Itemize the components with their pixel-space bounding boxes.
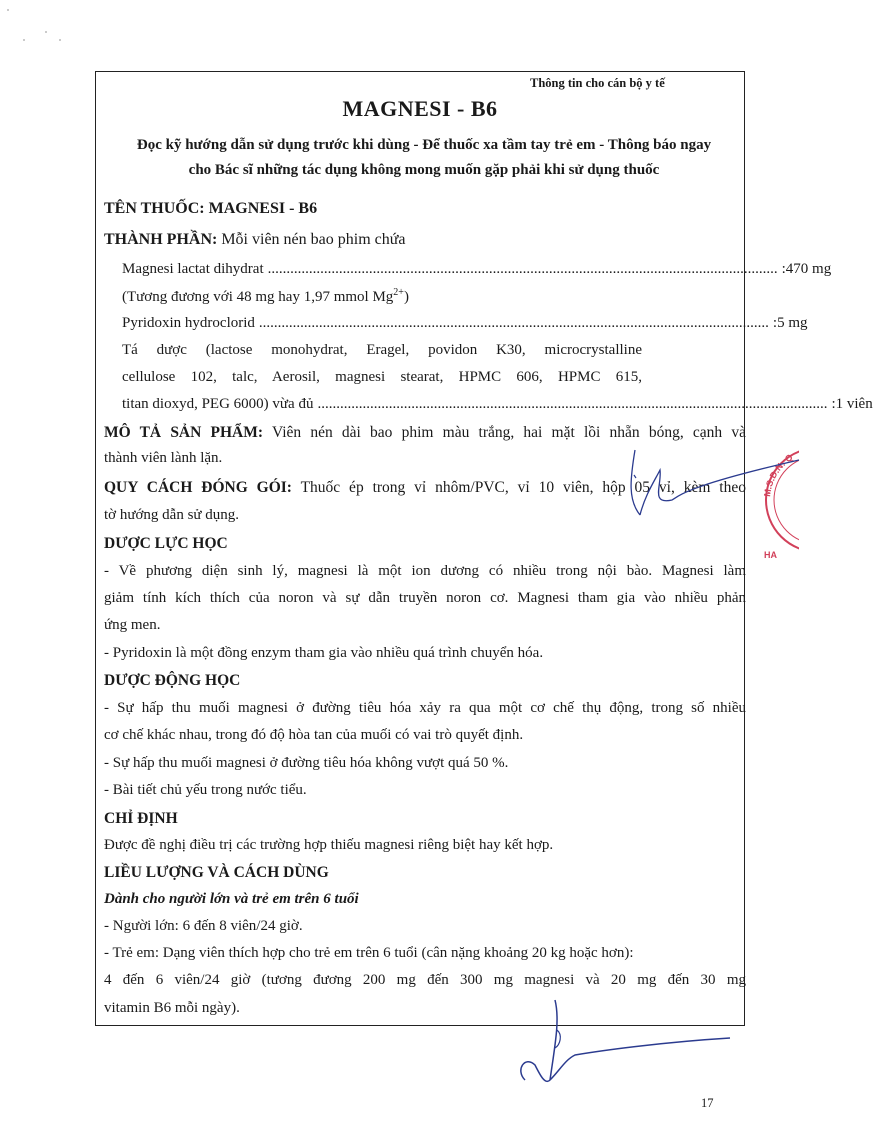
excipients-amount: 1 viên <box>835 396 873 412</box>
packaging-text-1: Thuốc ép trong vỉ nhôm/PVC, vỉ 10 viên, hộp 05 vỉ, kèm theo <box>300 479 746 496</box>
separator-colon: : <box>772 315 778 331</box>
indication-line-1: Được đề nghị điều trị các trường hợp thiếu magnesi riêng biệt hay kết hợp. <box>104 837 554 853</box>
composition-item-2 <box>122 315 808 332</box>
pharmacodynamics-line-1 <box>104 563 746 580</box>
pharmacokinetics-line-3: - Sự hấp thu muối magnesi ở đường tiêu hóa không vượt quá 50 %. <box>104 755 509 771</box>
ingredient-amount: 470 mg <box>785 261 832 277</box>
excipients-text-3: titan dioxyd, PEG 6000) vừa đủ <box>122 396 314 412</box>
equivalent-sup: 2+ <box>393 287 404 298</box>
drug-name-value: MAGNESI - B6 <box>208 200 318 217</box>
signature-mark-upper <box>600 440 799 530</box>
pharmacodynamics-line-4: - Pyridoxin là một đồng enzym tham gia vào nhiều quá trình chuyển hóa. <box>104 645 544 661</box>
excipients-line-3 <box>122 396 873 413</box>
excipients-text-2: cellulose 102, talc, Aerosil, magnesi stearat, HPMC 606, HPMC 615, <box>122 369 642 385</box>
packaging-line-2: tờ hướng dẫn sử dụng. <box>104 507 240 523</box>
stamp-text: M.S.D.N: Q <box>762 452 795 498</box>
dosage-line-2: - Trẻ em: Dạng viên thích hợp cho trẻ em trên 6 tuổi (cân nặng khoảng 20 kg hoặc hơn): <box>104 945 634 961</box>
excipients-text-1: Tá dược (lactose monohydrat, Eragel, povidon K30, microcrystalline <box>122 342 642 358</box>
separator-colon: : <box>831 396 836 412</box>
composition-label: THÀNH PHẦN: <box>104 231 218 248</box>
composition-intro: Mỗi viên nén bao phim chứa <box>221 231 406 248</box>
header-note: Thông tin cho cán bộ y tế <box>530 76 665 90</box>
dosage-subheading: Dành cho người lớn và trẻ em trên 6 tuổi <box>104 891 359 907</box>
pharmacokinetics-line-4: - Bài tiết chủ yếu trong nước tiểu. <box>104 782 307 798</box>
warning-text <box>104 133 744 183</box>
ingredient-name: Magnesi lactat dihydrat <box>122 261 264 277</box>
description-text-1: Viên nén dài bao phim màu trắng, hai mặt lồi nhẵn bóng, cạnh và <box>271 424 746 441</box>
pk-text-1: - Sự hấp thu muối magnesi ở đường tiêu hóa xảy ra qua một cơ chế thụ động, trong số nhiều <box>104 700 746 716</box>
dosage-line-4: vitamin B6 mỗi ngày). <box>104 1000 240 1016</box>
description-line-2: thành viên lành lặn. <box>104 450 223 466</box>
description-label: MÔ TẢ SẢN PHẨM: <box>104 424 264 441</box>
pd-text-2: giảm tính kích thích của noron và sự dẫn truyền noron cơ. Magnesi tham gia vào nhiều phản <box>104 590 746 606</box>
dosage-line-1: - Người lớn: 6 đến 8 viên/24 giờ. <box>104 918 303 934</box>
document-title: MAGNESI - B6 <box>342 96 498 121</box>
ingredient-amount: 5 mg <box>777 315 808 331</box>
warning-line-2: cho Bác sĩ những tác dụng không mong muốn gặp phải khi sử dụng thuốc <box>188 162 660 178</box>
leader-dots: ........................................................................................................................................ <box>267 261 778 277</box>
dosage-line-3 <box>104 972 746 989</box>
page-number: 17 <box>701 1096 714 1110</box>
equivalent-close: ) <box>403 289 409 305</box>
pharmacodynamics-line-3: ứng men. <box>104 617 161 633</box>
excipients-line-1 <box>122 342 642 359</box>
indication-heading: CHỈ ĐỊNH <box>104 810 178 827</box>
separator-colon: : <box>781 261 786 277</box>
dosage-text-3: 4 đến 6 viên/24 giờ (tương đương 200 mg đến 300 mg magnesi và 20 mg đến 30 mg <box>104 972 746 988</box>
pd-text-1: - Về phương diện sinh lý, magnesi là một ion dương có nhiều trong nội bào. Magnesi làm <box>104 563 746 579</box>
pharmacokinetics-line-1 <box>104 700 746 717</box>
signature-mark-lower <box>505 990 735 1100</box>
pharmacodynamics-heading: DƯỢC LỰC HỌC <box>104 535 228 552</box>
leader-dots: ........................................................................................................................................ <box>258 315 769 331</box>
stamp-fragment: HA <box>764 550 777 560</box>
packaging-label: QUY CÁCH ĐÓNG GÓI: <box>104 479 292 496</box>
pharmacodynamics-line-2 <box>104 590 746 607</box>
warning-line-1: Đọc kỹ hướng dẫn sử dụng trước khi dùng - Để thuốc xa tầm tay trẻ em - Thông báo ngay <box>136 137 712 153</box>
equivalent-note <box>122 287 746 306</box>
excipients-line-2 <box>122 369 642 386</box>
pharmacokinetics-line-2: cơ chế khác nhau, trong đó độ hòa tan của muối có vai trò quyết định. <box>104 727 524 743</box>
pharmacokinetics-heading: DƯỢC ĐỘNG HỌC <box>104 672 241 689</box>
leader-dots: ........................................................................................................................................ <box>317 396 828 412</box>
composition-line <box>104 231 746 249</box>
composition-item-1 <box>122 261 832 278</box>
drug-name-label: TÊN THUỐC: <box>104 200 205 217</box>
scan-marks <box>0 0 80 50</box>
dosage-heading: LIỀU LƯỢNG VÀ CÁCH DÙNG <box>104 864 329 881</box>
ingredient-name: Pyridoxin hydroclorid <box>122 315 255 331</box>
drug-name-line <box>104 200 746 218</box>
equivalent-text: (Tương đương với 48 mg hay 1,97 mmol Mg <box>122 289 394 305</box>
